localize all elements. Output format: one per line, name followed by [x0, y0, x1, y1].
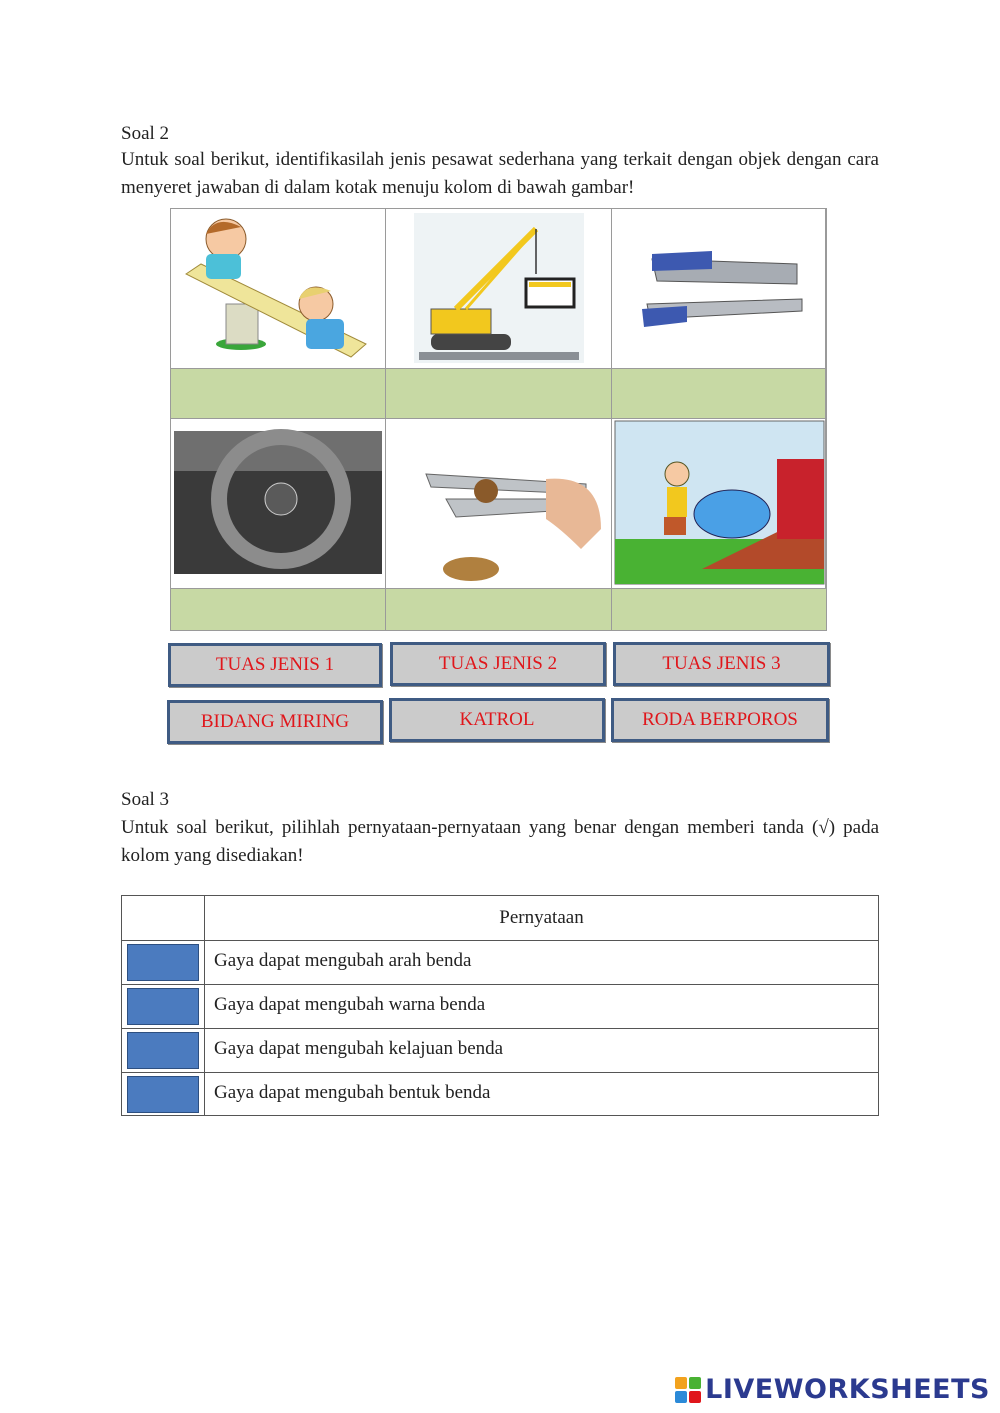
image-cell-nutcracker	[386, 419, 612, 589]
drop-zone-steering-wheel[interactable]	[171, 589, 386, 630]
liveworksheets-logo-icon	[675, 1377, 701, 1403]
table-header-pernyataan: Pernyataan	[499, 907, 584, 928]
image-cell-inclined-plane	[612, 419, 826, 589]
table-header-row	[122, 896, 878, 941]
drop-zone-inclined-plane[interactable]	[612, 589, 826, 630]
stapler-image	[612, 209, 826, 369]
drop-zone-crane[interactable]	[386, 369, 612, 419]
answer-chip-katrol[interactable]: KATROL	[389, 698, 605, 742]
soal3-instruction: Untuk soal berikut, pilihlah pernyataan-pernyataan yang benar dengan memberi tanda (√) pada kolom yang disediakan!	[121, 817, 879, 866]
check-box-1[interactable]	[127, 944, 199, 981]
seesaw-image	[171, 209, 386, 369]
inclined-plane-image	[612, 419, 826, 589]
answer-chip-tuas-jenis-1[interactable]: TUAS JENIS 1	[168, 643, 382, 687]
crane-image	[386, 209, 612, 369]
statement-text: Gaya dapat mengubah bentuk benda	[214, 1082, 491, 1103]
image-cell-seesaw	[171, 209, 386, 369]
nutcracker-image	[386, 419, 612, 589]
check-box-2[interactable]	[127, 988, 199, 1025]
check-box-4[interactable]	[127, 1076, 199, 1113]
liveworksheets-logo	[675, 1374, 990, 1405]
check-column-header	[122, 896, 205, 940]
table-row	[122, 985, 878, 1029]
check-box-3[interactable]	[127, 1032, 199, 1069]
table-row	[122, 941, 878, 985]
drop-zone-seesaw[interactable]	[171, 369, 386, 419]
table-row	[122, 1073, 878, 1115]
answer-chip-roda-berporos[interactable]: RODA BERPOROS	[611, 698, 829, 742]
statement-text: Gaya dapat mengubah kelajuan benda	[214, 1038, 504, 1059]
answer-chip-bidang-miring[interactable]: BIDANG MIRING	[167, 700, 383, 744]
check-cell	[122, 985, 205, 1028]
drop-zone-nutcracker[interactable]	[386, 589, 612, 630]
check-cell	[122, 941, 205, 984]
steering-wheel-image	[171, 419, 386, 589]
check-cell	[122, 1029, 205, 1072]
drop-zone-stapler[interactable]	[612, 369, 826, 419]
soal2-title: Soal 2	[121, 123, 170, 144]
matching-grid	[170, 208, 827, 631]
answer-chip-tuas-jenis-3[interactable]: TUAS JENIS 3	[613, 642, 830, 686]
statement-text: Gaya dapat mengubah arah benda	[214, 950, 472, 971]
image-cell-crane	[386, 209, 612, 369]
check-cell	[122, 1073, 205, 1115]
statement-table	[121, 895, 879, 1116]
image-cell-stapler	[612, 209, 826, 369]
soal3-title: Soal 3	[121, 789, 170, 810]
brand-name: LIVEWORKSHEETS	[705, 1374, 990, 1405]
answer-chip-tuas-jenis-2[interactable]: TUAS JENIS 2	[390, 642, 606, 686]
table-row	[122, 1029, 878, 1073]
statement-text: Gaya dapat mengubah warna benda	[214, 994, 486, 1015]
soal2-instruction: Untuk soal berikut, identifikasilah jenis pesawat sederhana yang terkait dengan objek dengan cara menyeret jawaban di dalam kotak menuju kolom di bawah gambar!	[121, 149, 879, 198]
image-cell-steering-wheel	[171, 419, 386, 589]
